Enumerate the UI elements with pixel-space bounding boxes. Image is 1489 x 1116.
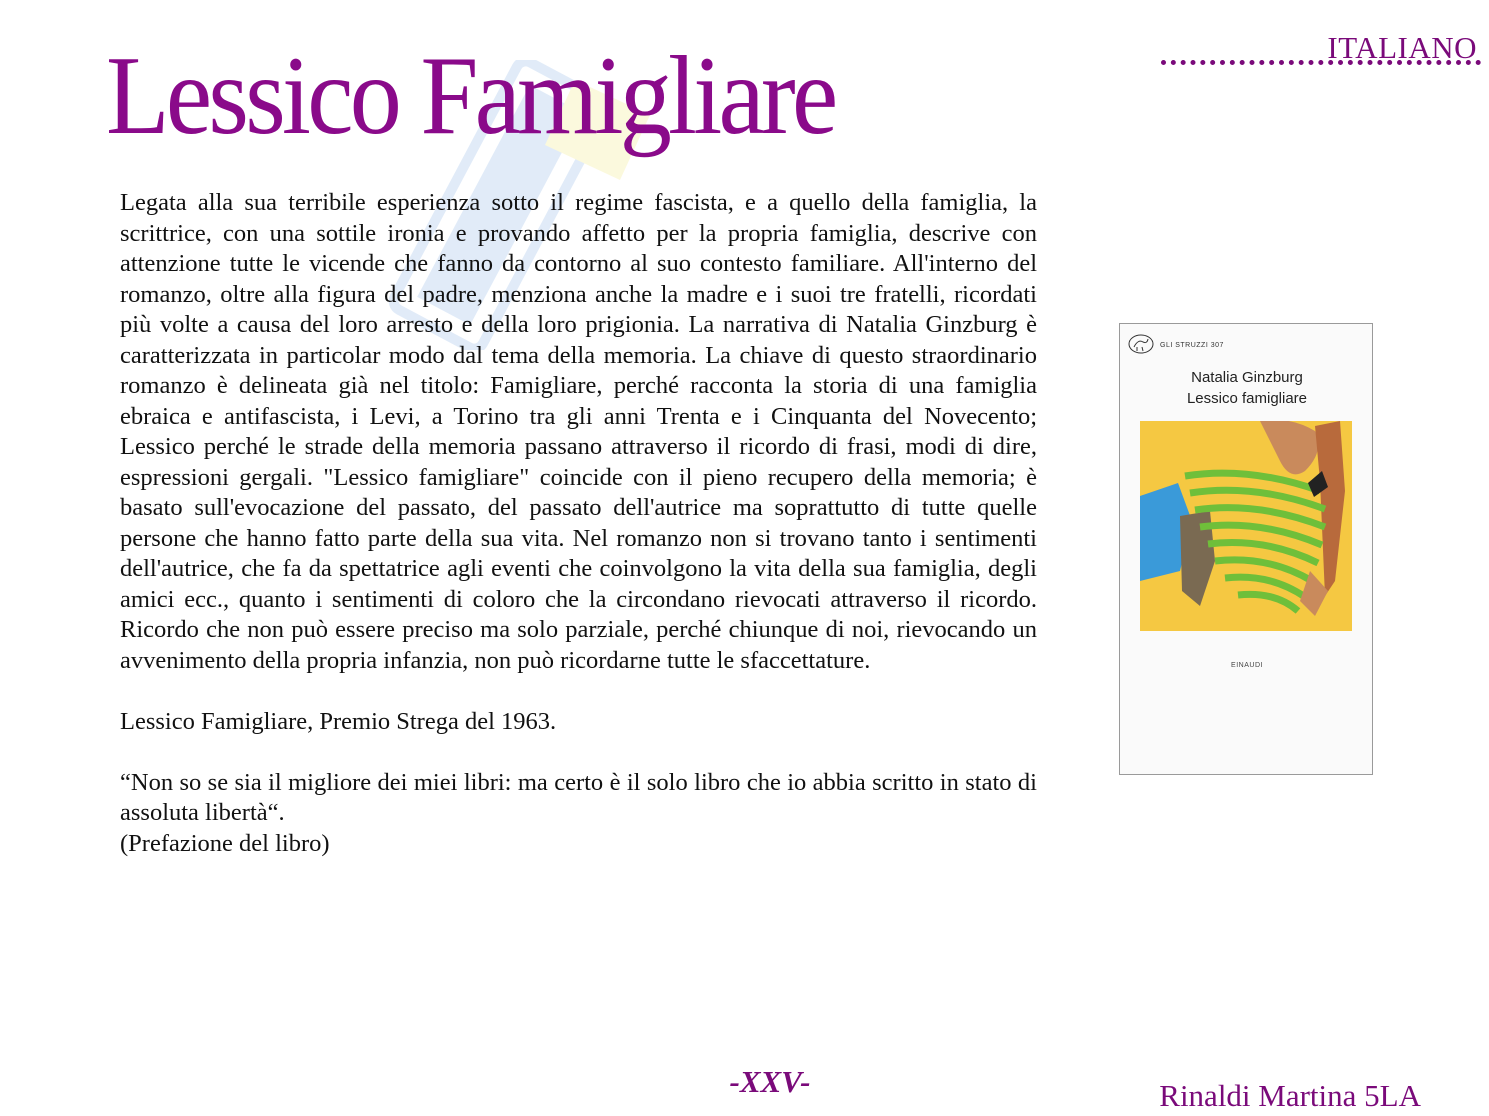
description-paragraph: Legata alla sua terribile esperienza sotto il regime fascista, e a quello della famiglia, la scrittrice, con una sottile ironia e provando affetto per la propria famiglia, descrive con attenzione tutte le vicende che fanno da contorno al suo contesto familiare. All'interno del romanzo, oltre alla figura del padre, menziona anche la madre e i suoi tre fratelli, ricordati più volte a causa del loro arresto e della loro prigionia. La narrativa di Natalia Ginzburg è caratterizzata in particolar modo dal tema della memoria. La chiave di questo straordinario romanzo è delineata già nel titolo: Famigliare, perché racconta la storia di una famiglia ebraica e antifascista, i Levi, a Torino tra gli anni Trenta e i Cinquanta del Novecento; Lessico perché le strade della memoria passano attraverso il ricordo di frasi, modi di dire, espressioni gergali. "Lessico famigliare" coincide con il pieno recupero della memoria; è basato sull'evocazione del passato, del passato dell'autrice ma soprattutto di tutte quelle persone che hanno fatto parte della sua vita. Nel romanzo non si trovano tanto i sentimenti dell'autrice, che fa da spettatrice agli eventi che coinvolgono la vita della sua famiglia, degli amici ecc., quanto i sentimenti di coloro che la circondano rievocati attraverso il ricordo. Ricordo che non può essere preciso ma solo parziale, perché chiunque di noi, rievocando un avvenimento della propria infanzia, non può ricordarne tutte le sfaccettature. (120, 189, 1037, 674)
quote-source: (Prefazione del libro) (120, 829, 330, 857)
cover-title: Lessico famigliare (1186, 390, 1308, 407)
main-text (120, 188, 1037, 859)
student-name: Rinaldi Martina 5LA (1159, 1078, 1421, 1113)
publisher-ostrich-logo-icon (1128, 334, 1154, 354)
cover-author: Natalia Ginzburg (1191, 369, 1303, 386)
cover-publisher: EINAUDI (1231, 662, 1263, 669)
cover-illustration (1140, 421, 1352, 631)
subject-dotted-rule (1161, 60, 1481, 65)
book-cover-image (1119, 323, 1373, 775)
page-title: Lessico Famigliare (106, 34, 835, 158)
quote-paragraph: “Non so se sia il migliore dei miei libri: ma certo è il solo libro che io abbia scritto in stato di assoluta libertà“. (120, 768, 1037, 826)
page-number: -XXV- (729, 1064, 811, 1099)
award-line: Lessico Famigliare, Premio Strega del 1963. (120, 707, 557, 735)
subject-label: ITALIANO (1327, 30, 1477, 65)
cover-series: GLI STRUZZI 307 (1160, 342, 1224, 349)
